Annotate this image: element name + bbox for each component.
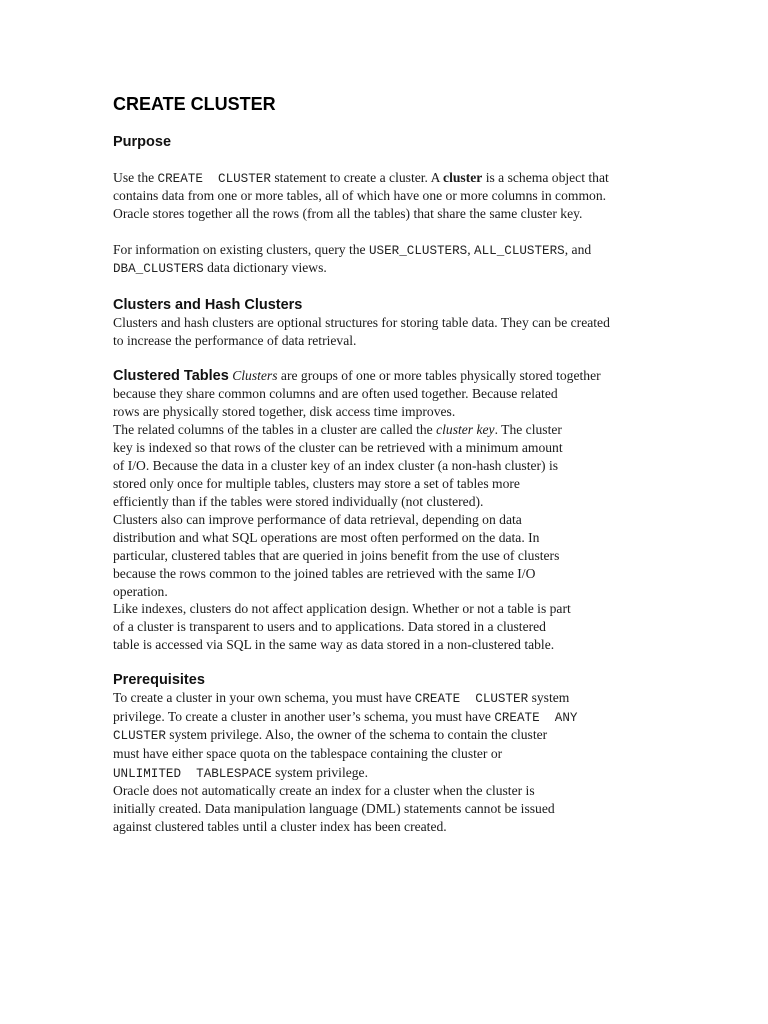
purpose-paragraph-line [113,169,609,188]
prerequisites-line [113,689,569,708]
prerequisites-line [113,726,547,745]
purpose-heading: Purpose [113,134,172,150]
clustered-tables-line: of a cluster is transparent to users and to applications. Data stored in a clustered [113,619,546,634]
clustered-tables-line: efficiently than if the tables were stored individually (not clustered). [113,494,484,509]
hash-clusters-heading: Clusters and Hash Clusters [113,297,303,313]
text-run: system privilege. Also, the owner of the schema to contain the cluster [165,727,548,742]
clustered-tables-line [113,367,601,385]
clustered-tables-line: distribution and what SQL operations are most often performed on the data. In [113,530,540,545]
prerequisites-line [113,764,368,783]
italic-term-clusters: Clusters [232,368,278,383]
clustered-tables-line: Like indexes, clusters do not affect application design. Whether or not a table is part [113,601,571,616]
page-title: CREATE CLUSTER [113,94,276,114]
code-all-clusters: ALL_CLUSTERS [474,244,565,258]
prerequisites-line [113,708,577,727]
purpose-info-line [113,241,591,260]
text-run: Use the [113,170,158,185]
clustered-tables-heading: Clustered Tables [113,368,229,384]
text-run: , and [564,242,592,257]
code-dba-clusters: DBA_CLUSTERS [113,262,204,276]
prerequisites-line: against clustered tables until a cluster index has been created. [113,819,447,834]
clustered-tables-line: operation. [113,584,168,599]
purpose-paragraph-line: Oracle stores together all the rows (from all the tables) that share the same cluster key. [113,206,583,221]
hash-clusters-line: to increase the performance of data retrieval. [113,333,357,348]
hash-clusters-line: Clusters and hash clusters are optional structures for storing table data. They can be created [113,315,610,330]
bold-term-cluster: cluster [443,170,483,185]
clustered-tables-line: of I/O. Because the data in a cluster key of an index cluster (a non-hash cluster) is [113,458,559,473]
prerequisites-line: Oracle does not automatically create an index for a cluster when the cluster is [113,783,535,798]
prerequisites-line: must have either space quota on the tablespace containing the cluster or [113,746,503,761]
text-run: , [467,242,475,257]
code-user-clusters: USER_CLUSTERS [368,244,468,258]
clustered-tables-line: rows are physically stored together, disk access time improves. [113,404,456,419]
prerequisites-heading: Prerequisites [113,672,205,688]
text-run: . The cluster [494,422,562,437]
text-run: To create a cluster in your own schema, you must have [113,690,415,705]
clustered-tables-line: because they share common columns and are often used together. Because related [113,386,558,401]
italic-term-cluster-key: cluster key [436,422,495,437]
text-run: system privilege. [271,765,368,780]
clustered-tables-line [113,421,562,439]
code-cluster: CLUSTER [113,729,166,743]
purpose-info-line [113,259,327,278]
text-run: privilege. To create a cluster in another user’s schema, you must have [113,709,495,724]
code-create-cluster: CREATE CLUSTER [157,172,271,186]
code-create-any: CREATE ANY [494,711,578,725]
text-run: statement to create a cluster. A [270,170,444,185]
clustered-tables-line: particular, clustered tables that are queried in joins benefit from the use of clusters [113,548,560,563]
text-run: is a schema object that [482,170,609,185]
clustered-tables-line: key is indexed so that rows of the cluster can be retrieved with a minimum amount [113,440,563,455]
prerequisites-line: initially created. Data manipulation language (DML) statements cannot be issued [113,801,555,816]
clustered-tables-line: Clusters also can improve performance of data retrieval, depending on data [113,512,522,527]
text-run: system [528,690,570,705]
purpose-paragraph-line: contains data from one or more tables, all of which have one or more columns in common. [113,188,607,203]
code-create-cluster: CREATE CLUSTER [414,692,529,706]
text-run: The related columns of the tables in a cluster are called the [113,422,437,437]
text-run: data dictionary views. [203,260,327,275]
code-unlimited-tablespace: UNLIMITED TABLESPACE [113,767,272,781]
clustered-tables-line: table is accessed via SQL in the same way as data stored in a non-clustered table. [113,637,555,652]
text-run: are groups of one or more tables physically stored together [277,368,601,383]
text-run: For information on existing clusters, query the [113,242,369,257]
clustered-tables-line: because the rows common to the joined tables are retrieved with the same I/O [113,566,536,581]
clustered-tables-line: stored only once for multiple tables, clusters may store a set of tables more [113,476,520,491]
